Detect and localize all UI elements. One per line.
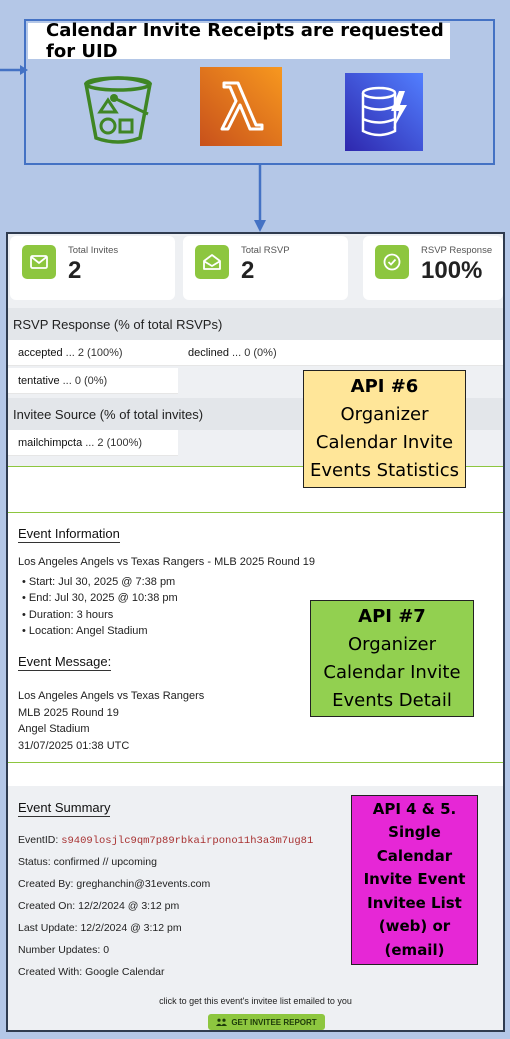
callout-line: Calendar Invite [323,661,461,683]
callout-line: (email) [384,940,445,959]
callout-line: Invite Event [363,870,466,889]
report-note: click to get this event's invitee list emailed to you [159,996,352,1006]
invitee-source-name: mailchimpcta [18,436,83,449]
callout-line: Calendar [376,846,453,865]
rsvp-item-name: declined [188,346,229,359]
stat-value: 100% [421,257,483,284]
created-on-row [18,900,179,912]
field-label: Last Update: [18,922,78,934]
event-location: • Location: Angel Stadium [22,625,178,641]
stat-value: 2 [241,257,255,284]
rsvp-item-value: ... 0 (0%) [62,374,108,387]
number-updates-value: 0 [103,944,110,956]
s3-bucket-icon [78,68,158,148]
report-button-label: GET INVITEE REPORT [231,1017,317,1027]
event-summary-title: Event Summary [18,800,111,815]
event-id-value: s9409losjlc9qm7p89rbkairpono11h3a3m7ug81 [61,835,314,847]
event-message-title: Event Message: [18,654,112,669]
callout-title: API #7 [358,605,426,627]
lambda-icon [200,67,282,146]
stat-label: Total Invites [68,245,119,256]
event-end: • End: Jul 30, 2025 @ 10:38 pm [22,592,178,608]
last-update-value: 12/2/2024 @ 3:12 pm [80,922,182,934]
message-line: 31/07/2025 01:38 UTC [18,739,130,752]
invitee-source-heading: Invitee Source (% of total invites) [8,398,503,430]
created-on-value: 12/2/2024 @ 3:12 pm [78,900,180,912]
created-by-value: greghanchin@31events.com [76,878,211,890]
divider [8,762,503,763]
rsvp-item-value: ... 0 (0%) [231,346,277,359]
check-circle-icon [375,245,409,279]
created-by-row [18,878,210,890]
callout-line: (web) or [378,917,451,936]
field-label: Created By: [18,878,74,890]
callout-line: Organizer [347,633,437,655]
flow-title: Calendar Invite Receipts are requested for UID [28,23,450,59]
field-label: Created On: [18,900,76,912]
created-with-value: Google Calendar [85,966,165,978]
rsvp-response-heading: RSVP Response (% of total RSVPs) [8,308,503,340]
stat-value: 2 [68,257,82,284]
api45-callout [351,795,478,965]
rsvp-item-name: accepted [18,346,63,359]
event-id-row [18,834,313,847]
users-icon [216,1018,227,1026]
field-label: Number Updates: [18,944,101,956]
api7-callout [310,600,474,717]
envelope-icon [22,245,56,279]
dynamodb-icon [345,73,423,151]
rsvp-item-tentative [8,368,178,394]
stat-label: Total RSVP [241,245,290,256]
last-update-row [18,922,182,934]
event-start: • Start: Jul 30, 2025 @ 7:38 pm [22,576,178,592]
message-line: Los Angeles Angels vs Texas Rangers [18,690,205,702]
callout-line: Calendar Invite [315,432,454,453]
event-name: Los Angeles Angels vs Texas Rangers - MLB 2025 Round 19 [18,556,315,568]
stat-card-total-invites [10,236,175,300]
event-duration: • Duration: 3 hours [22,609,178,625]
rsvp-item-value: ... 2 (100%) [65,346,123,359]
message-line: Angel Stadium [18,723,90,735]
callout-line: Organizer [340,404,429,425]
rsvp-item-name: tentative [18,374,60,387]
field-label: Status: [18,856,51,868]
event-details-list [22,576,178,642]
callout-line: Single [388,823,441,842]
invitee-source-value: ... 2 (100%) [85,436,143,449]
open-envelope-icon [195,245,229,279]
number-updates-row [18,944,109,956]
callout-line: Events Detail [332,689,452,711]
down-arrow [252,164,268,234]
incoming-arrow [0,62,28,78]
callout-line: Events Statistics [310,460,459,481]
callout-line: Invitee List [367,893,462,912]
api6-callout [303,370,466,488]
event-message-body [18,688,204,754]
field-label: EventID: [18,834,59,846]
message-line: MLB 2025 Round 19 [18,706,119,719]
rsvp-item-declined [178,340,503,366]
stat-card-total-rsvp [183,236,348,300]
event-information-title: Event Information [18,526,120,541]
stat-label: RSVP Response [421,245,493,256]
divider [8,512,503,513]
callout-line: API 4 & 5. [372,799,457,818]
field-label: Created With: [18,966,83,978]
status-row [18,856,157,868]
rsvp-item-accepted [8,340,178,366]
get-invitee-report-button[interactable] [208,1014,325,1030]
callout-title: API #6 [350,376,419,397]
status-value: confirmed // upcoming [53,856,157,868]
created-with-row [18,966,165,978]
invitee-source-item [8,430,178,456]
stat-card-rsvp-response [363,236,503,300]
